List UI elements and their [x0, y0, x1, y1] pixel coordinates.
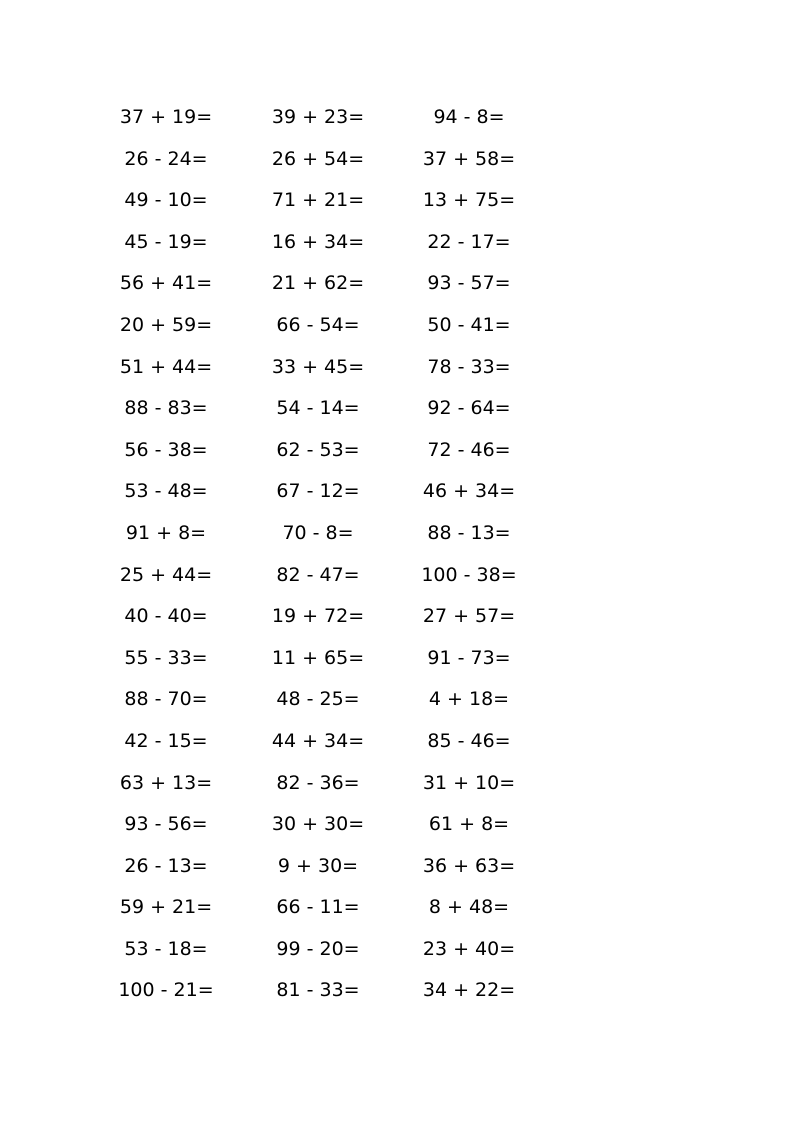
math-problem: 100 - 38= [421, 563, 517, 586]
math-problem: 25 + 44= [119, 563, 213, 586]
math-problem: 100 - 21= [118, 979, 214, 1002]
math-problem: 20 + 59= [119, 313, 213, 336]
math-problem: 37 + 19= [119, 106, 213, 128]
math-problem: 66 - 54= [276, 313, 360, 336]
problem-row [0, 305, 794, 347]
problem-row [0, 139, 794, 181]
math-problem: 13 + 75= [422, 189, 516, 212]
math-problem: 27 + 57= [422, 605, 516, 628]
math-problem: 26 - 13= [124, 854, 208, 877]
problem-row [0, 222, 794, 264]
math-problem: 33 + 45= [271, 355, 365, 378]
math-problem: 61 + 8= [428, 813, 510, 836]
math-problem: 9 + 30= [277, 854, 359, 877]
math-problem: 51 + 44= [119, 355, 213, 378]
math-problem: 50 - 41= [427, 313, 511, 336]
math-problem: 48 - 25= [276, 688, 360, 711]
math-problem: 40 - 40= [124, 605, 208, 628]
problem-row [0, 887, 794, 929]
math-problem: 16 + 34= [271, 230, 365, 253]
problem-row [0, 596, 794, 638]
math-problem: 88 - 83= [124, 397, 208, 420]
problem-row [0, 638, 794, 680]
math-problem: 56 + 41= [119, 272, 213, 295]
math-problem: 49 - 10= [124, 189, 208, 212]
math-problem: 59 + 21= [119, 896, 213, 919]
problem-row [0, 97, 794, 139]
problem-row [0, 430, 794, 472]
math-problem: 11 + 65= [271, 646, 365, 669]
math-problem: 85 - 46= [427, 729, 511, 752]
math-problem: 88 - 70= [124, 688, 208, 711]
math-problem: 88 - 13= [427, 521, 511, 544]
math-problem: 78 - 33= [427, 355, 511, 378]
math-problem: 99 - 20= [276, 937, 360, 960]
problem-row [0, 679, 794, 721]
math-problem: 45 - 19= [124, 230, 208, 253]
problem-row [0, 347, 794, 389]
math-problem: 30 + 30= [271, 813, 365, 836]
math-problem: 46 + 34= [422, 480, 516, 503]
math-problem: 71 + 21= [271, 189, 365, 212]
math-problem: 21 + 62= [271, 272, 365, 295]
math-problem: 8 + 48= [428, 896, 510, 919]
math-problem: 63 + 13= [119, 771, 213, 794]
math-problem: 91 - 73= [427, 646, 511, 669]
math-problem: 53 - 18= [124, 937, 208, 960]
problem-row [0, 555, 794, 597]
problem-row [0, 970, 794, 1012]
math-problem: 56 - 38= [124, 438, 208, 461]
problem-row [0, 471, 794, 513]
math-problem: 53 - 48= [124, 480, 208, 503]
problem-row [0, 388, 794, 430]
math-problem: 19 + 72= [271, 605, 365, 628]
math-problem: 34 + 22= [422, 979, 516, 1002]
math-problem: 26 - 24= [124, 147, 208, 170]
math-problem: 4 + 18= [428, 688, 510, 711]
math-problem: 36 + 63= [422, 854, 516, 877]
math-problem: 91 + 8= [125, 521, 207, 544]
math-problem: 93 - 56= [124, 813, 208, 836]
math-problem: 31 + 10= [422, 771, 516, 794]
problem-row [0, 721, 794, 763]
problem-row [0, 929, 794, 971]
math-problem: 66 - 11= [276, 896, 360, 919]
math-problem: 72 - 46= [427, 438, 511, 461]
math-problem: 37 + 58= [422, 147, 516, 170]
math-problem: 54 - 14= [276, 397, 360, 420]
math-problem: 26 + 54= [271, 147, 365, 170]
problem-row [0, 513, 794, 555]
math-problem: 23 + 40= [422, 937, 516, 960]
math-problem: 55 - 33= [124, 646, 208, 669]
problem-row [0, 763, 794, 805]
math-problem: 81 - 33= [276, 979, 360, 1002]
math-problem: 70 - 8= [282, 521, 354, 544]
math-problem: 67 - 12= [276, 480, 360, 503]
math-problem: 92 - 64= [427, 397, 511, 420]
math-problem: 22 - 17= [427, 230, 511, 253]
problem-row [0, 263, 794, 305]
math-problem: 62 - 53= [276, 438, 360, 461]
worksheet [0, 97, 794, 1012]
math-problem: 82 - 36= [276, 771, 360, 794]
math-problem: 93 - 57= [427, 272, 511, 295]
math-problem: 94 - 8= [433, 106, 505, 128]
math-problem: 44 + 34= [271, 729, 365, 752]
problem-row [0, 846, 794, 888]
math-problem: 42 - 15= [124, 729, 208, 752]
math-problem: 39 + 23= [271, 106, 365, 128]
problem-row [0, 804, 794, 846]
math-problem: 82 - 47= [276, 563, 360, 586]
problem-row [0, 180, 794, 222]
